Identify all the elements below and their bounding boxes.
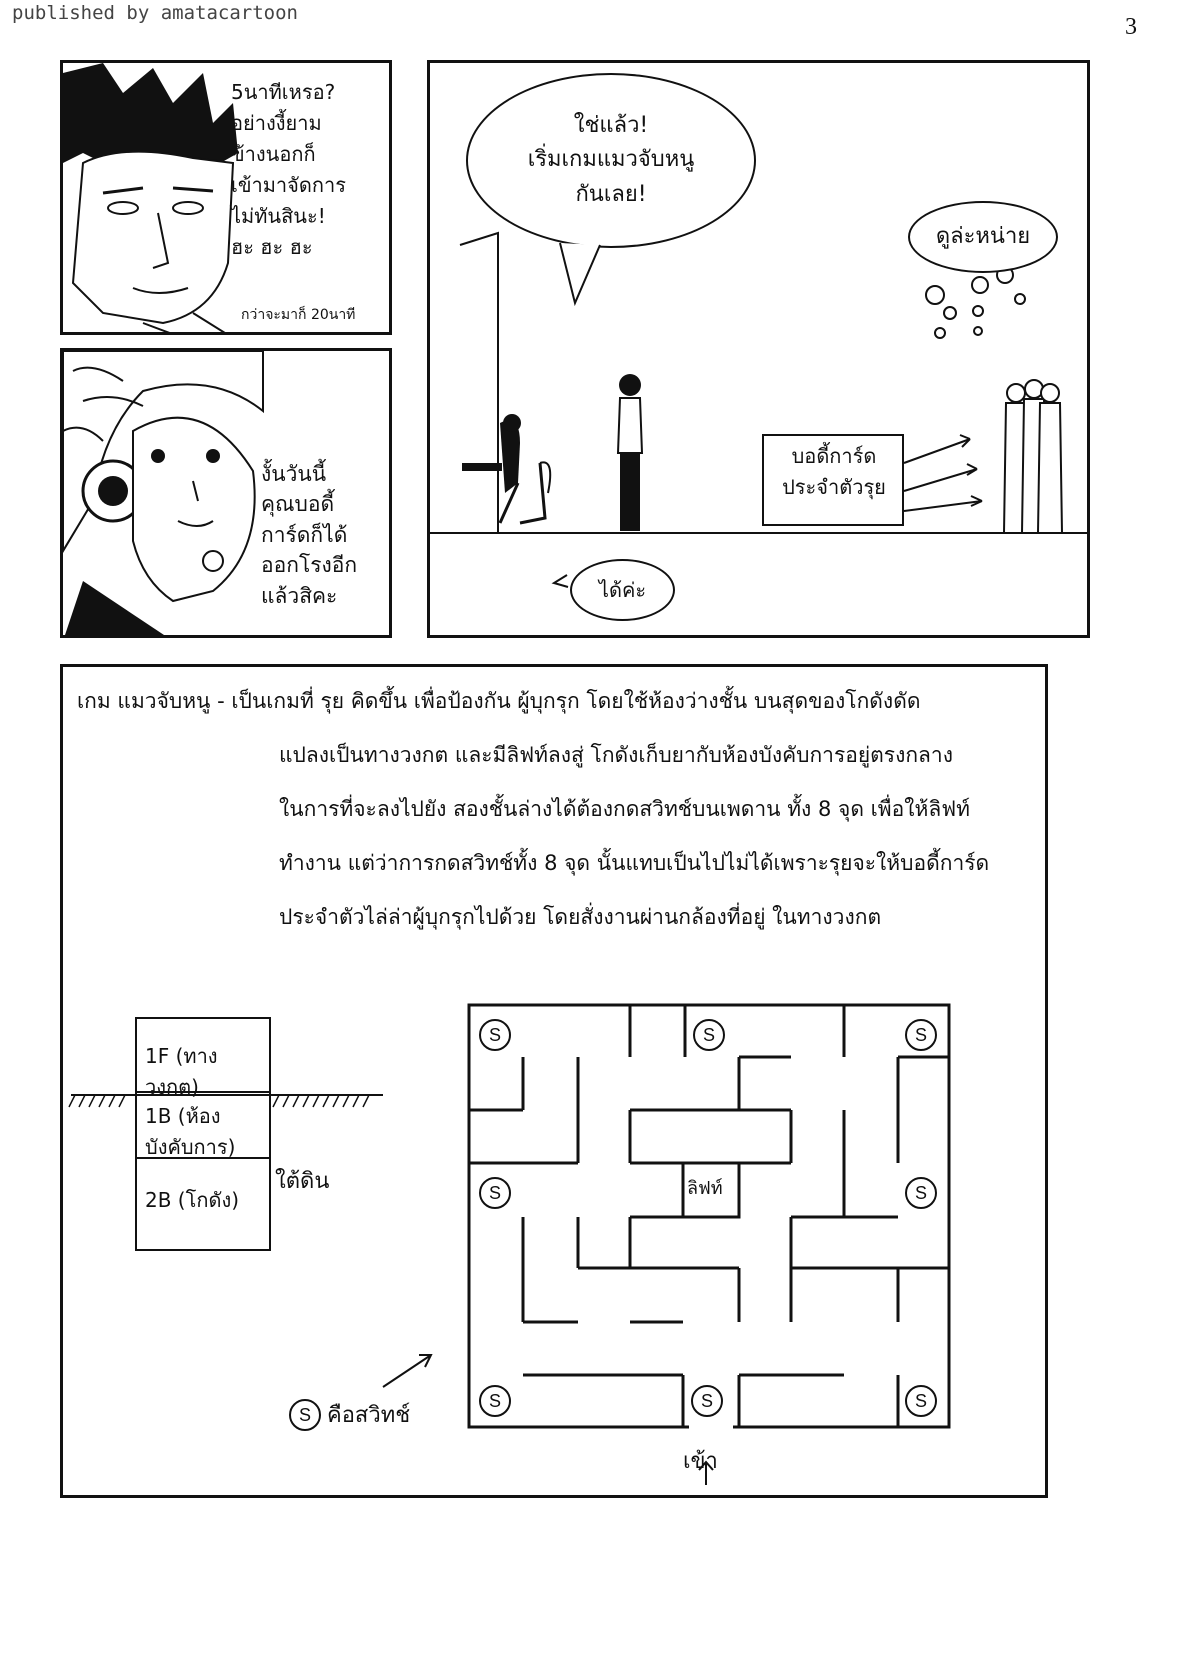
floor-2b: 2B (โกดัง) <box>135 1157 271 1251</box>
panel-game-description <box>60 664 1048 1498</box>
floor-1f: 1F (ทางวงกต) <box>135 1017 271 1093</box>
time-note: กว่าจะมาก็ 20นาที <box>241 307 356 323</box>
thought-bubble: ดูล่ะหน่าย <box>908 201 1058 273</box>
description-line: ในการที่จะลงไปยัง สองชั้นล่างได้ต้องกดสวิทช์บนเพดาน ทั้ง 8 จุด เพื่อให้ลิฟท์ <box>279 797 970 821</box>
maze-map <box>63 667 1048 1498</box>
speech-line: การ์ดก็ได้ <box>261 522 348 547</box>
description-line: แปลงเป็นทางวงกต และมีลิฟท์ลงสู่ โกดังเก็บยากับห้องบังคับการอยู่ตรงกลาง <box>279 743 953 767</box>
speech-line: ใช่แล้ว! <box>573 113 649 139</box>
speech-bubble-woman <box>261 459 391 611</box>
switch-marker: S <box>693 1019 725 1051</box>
legend-switch-marker: S <box>289 1399 321 1431</box>
sign-line: บอดี้การ์ด <box>791 444 877 468</box>
sign-line: ประจำตัวรุย <box>782 475 886 499</box>
panel-woman-headset <box>60 348 392 638</box>
speech-line: แล้วสิคะ <box>261 583 338 608</box>
speech-line: เริ่มเกมแมวจับหนู <box>527 147 695 173</box>
speech-line: เข้ามาจัดการ <box>231 173 346 197</box>
switch-marker: S <box>691 1385 723 1417</box>
speech-line: ออกโรงอีก <box>261 553 358 578</box>
description-line: ทำงาน แต่ว่าการกดสวิทช์ทั้ง 8 จุด นั้นแทบเป็นไปไม่ได้เพราะรุยจะให้บอดี้การ์ด <box>279 851 990 875</box>
speech-line: งั้นวันนี้ <box>261 462 327 486</box>
underground-label: ใต้ดิน <box>275 1169 330 1194</box>
floor-1b: 1B (ห้องบังคับการ) <box>135 1091 271 1159</box>
speech-line: กันเลย! <box>575 181 647 207</box>
office-scene-illustration <box>430 63 1090 638</box>
panel-office-scene <box>427 60 1090 638</box>
speech-line: คุณบอดี้ <box>261 492 335 517</box>
lift-label: ลิฟท์ <box>687 1178 723 1199</box>
speech-bubble-man <box>231 77 391 263</box>
speech-line: ฮะ ฮะ ฮะ <box>231 235 313 259</box>
reply-bubble: ได้ค่ะ <box>570 559 675 621</box>
switch-marker: S <box>905 1385 937 1417</box>
panel-man-face <box>60 60 392 335</box>
entrance-label: เข้า <box>683 1449 718 1474</box>
description-line: เกม แมวจับหนู - เป็นเกมที่ รุย คิดขึ้น เพื่อป้องกัน ผู้บุกรุก โดยใช้ห้องว่างชั้น บนสุดของโกดังดัด <box>77 689 921 713</box>
switch-marker: S <box>905 1177 937 1209</box>
publisher-credit: published by amatacartoon <box>12 2 298 24</box>
speech-line: 5นาทีเหรอ? <box>231 80 336 104</box>
switch-marker: S <box>479 1019 511 1051</box>
speech-line: ไม่ทันสินะ! <box>231 204 326 228</box>
legend-text: คือสวิทช์ <box>327 1403 411 1428</box>
speech-line: อย่างงี้ยาม <box>231 111 322 135</box>
switch-marker: S <box>479 1177 511 1209</box>
page-number: 3 <box>1125 14 1137 40</box>
switch-marker: S <box>905 1019 937 1051</box>
bodyguard-sign <box>768 441 900 503</box>
speech-line: ข้างนอกก็ <box>231 142 316 166</box>
description-line: ประจำตัวไล่ล่าผู้บุกรุกไปด้วย โดยสั่งงานผ่านกล้องที่อยู่ ในทางวงกต <box>279 905 882 929</box>
switch-marker: S <box>479 1385 511 1417</box>
